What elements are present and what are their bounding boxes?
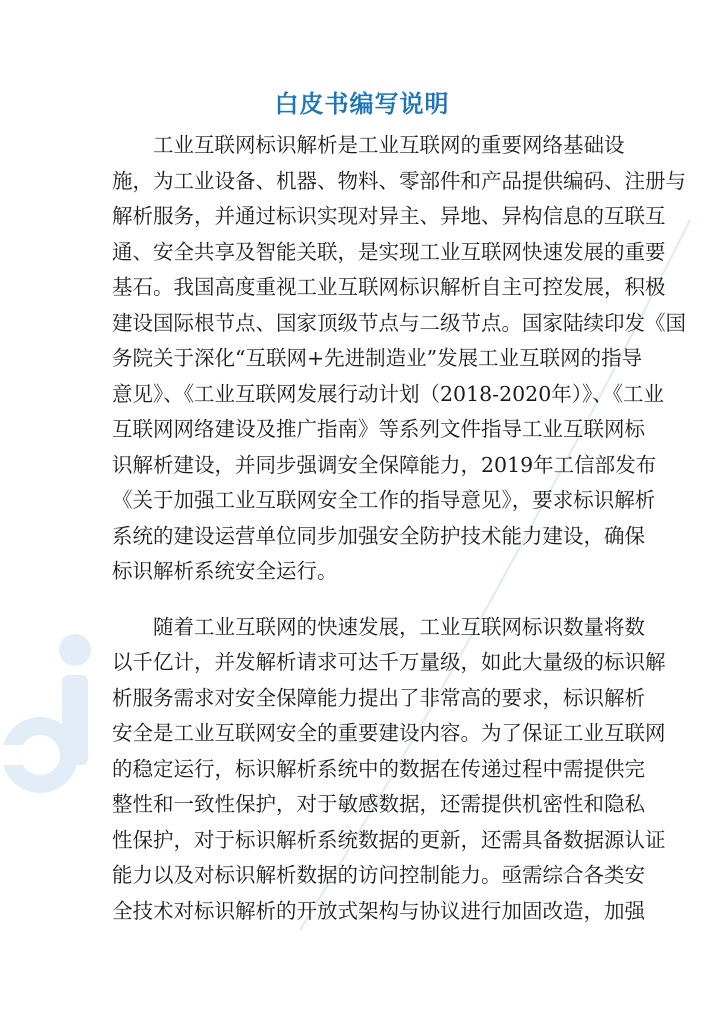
- text-line: 析服务需求对安全保障能力提出了非常高的要求，标识解析: [112, 685, 645, 710]
- text-line: 整性和一致性保护，对于敏感数据，还需提供机密性和隐私: [112, 792, 645, 816]
- text-line: 解析服务，并通过标识实现对异主、异地、异构信息的互联互: [112, 204, 666, 228]
- paragraph-gap: [112, 590, 612, 610]
- text-line: 基石。我国高度重视工业互联网标识解析自主可控发展，积极: [112, 275, 666, 299]
- text-line: 通、安全共享及智能关联，是实现工业互联网快速发展的重要: [112, 239, 666, 264]
- text-line: 工业互联网标识解析是工业互联网的重要网络基础设: [112, 133, 625, 157]
- text-line: 意见》、《工业互联网发展行动计划（2018-2020年）》、《工业: [112, 381, 665, 406]
- text-line: 互联网网络建设及推广指南》等系列文件指导工业互联网标: [112, 417, 645, 441]
- text-line: 《关于加强工业互联网安全工作的指导意见》，要求标识解析: [112, 488, 656, 512]
- paragraph: [112, 610, 666, 930]
- text-line: 识解析建设，并同步强调安全保障能力，2019年工信部发布: [112, 452, 657, 477]
- text-line: 性保护，对于标识解析系统数据的更新，还需具备数据源认证: [112, 827, 666, 852]
- text-line: 全技术对标识解析的开放式架构与协议进行加固改造，加强: [112, 898, 645, 923]
- text-line: 系统的建设运营单位同步加强安全防护技术能力建设，确保: [112, 523, 645, 548]
- text-line: 以千亿计，并发解析请求可达千万量级，如此大量级的标识解: [112, 650, 666, 674]
- text-line: 务院关于深化“互联网+先进制造业”发展工业互联网的指导: [112, 346, 643, 370]
- text-line: 施，为工业设备、机器、物料、零部件和产品提供编码、注册与: [112, 168, 686, 193]
- paragraph: [112, 128, 686, 590]
- page-title: 白皮书编写说明: [274, 90, 450, 118]
- text-line: 建设国际根节点、国家顶级节点与二级节点。国家陆续印发《国: [112, 310, 686, 335]
- text-line: 随着工业互联网的快速发展，工业互联网标识数量将数: [112, 614, 645, 639]
- text-line: 标识解析系统安全运行。: [112, 559, 338, 583]
- body-text: [112, 128, 686, 929]
- text-line: 安全是工业互联网安全的重要建设内容。为了保证工业互联网: [112, 721, 666, 745]
- text-line: 能力以及对标识解析数据的访问控制能力。亟需综合各类安: [112, 863, 645, 887]
- text-line: 的稳定运行，标识解析系统中的数据在传递过程中需提供完: [112, 756, 645, 781]
